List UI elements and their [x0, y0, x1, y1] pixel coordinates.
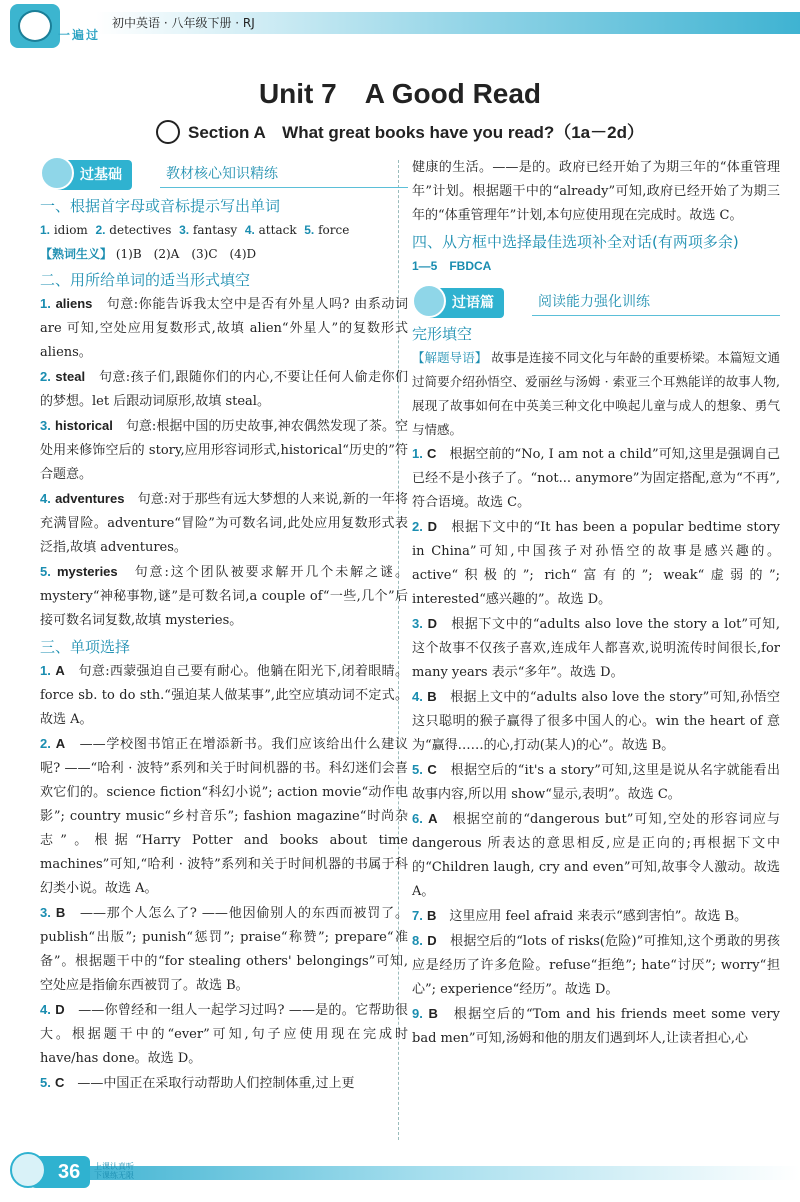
cloud-icon: [412, 284, 446, 318]
logo-text: 一遍过: [58, 28, 101, 42]
cloud-icon: [40, 156, 74, 190]
list-item: 1. A 句意:西蒙强迫自己要有耐心。他躺在阳光下,闭着眼睛。force sb. to do sth.“强迫某人做某事”,此空应填动词不定式。故选 A。: [40, 663, 408, 727]
list-item: 3. historical 句意:根据中国的历史故事,神农偶然发现了茶。空处用来修饰空后的 story,应用形容词形式,historical“历史的”符合题意。: [40, 418, 408, 482]
page-footer: [0, 1150, 800, 1202]
guide-text: 【解题导语】 故事是连接不同文化与年龄的重要桥梁。本篇短文通过简要介绍孙悟空、爱丽丝与汤姆 · 索亚三个耳熟能详的故事人物,展现了故事如何在中英美三种文化中唤起儿童与成人的想象、勇气与情感。: [412, 350, 780, 437]
list-item: 2. D 根据下文中的“It has been a popular bedtime story in China”可知,中国孩子对孙悟空的故事是感兴趣的。active“积极的”; rich“富有的”; weak“虚弱的”; interested“感兴趣的”。故选 D。: [412, 519, 780, 607]
footer-bar: [70, 1166, 800, 1180]
left-column: [40, 156, 408, 1096]
mascot-icon: [10, 1152, 46, 1188]
list-item: 5. C ——中国正在采取行动帮助人们控制体重,过上更: [40, 1075, 355, 1091]
section-heading: 四、从方框中选择最佳选项补全对话(有两项多余): [412, 233, 739, 251]
list-item: 1. aliens 句意:你能告诉我太空中是否有外星人吗? 由系动词 are 可知,空处应用复数形式,故填 alien“外星人”的复数形式 aliens。: [40, 296, 408, 360]
banner-tag: 过基础: [54, 160, 132, 190]
section-text: Section A What great books have you read?（1a－2d）: [188, 123, 644, 142]
list-item: 6. A 根据空前的“dangerous but”可知,空处的形容词应与 dangerous 所表达的意思相反,应是正向的;再根据下文中的“Children laugh, cry and even”可知,故事令人激动。故选 A。: [412, 811, 780, 899]
section-heading: 一、根据首字母或音标提示写出单词: [40, 197, 281, 215]
footer-note: 上课认真听 下课练无限: [94, 1162, 134, 1180]
answer-line: 1—5 FBDCA: [412, 259, 492, 273]
unit-title: Unit 7 A Good Read: [258, 78, 542, 109]
list-item: 1. C 根据空前的“No, I am not a child”可知,这里是强调自己已经不是小孩子了。“not... anymore”为固定搭配,意为“不再”,符合语境。故选 C。: [412, 446, 780, 510]
list-item: 5. mysteries 句意:这个团队被要求解开几个未解之谜。mystery“神秘事物,谜”是可数名词,a couple of“一些,几个”后接可数名词复数,故填 mysteries。: [40, 564, 408, 628]
answer-line-extra: 【熟词生义】 (1)B (2)A (3)C (4)D: [40, 247, 257, 261]
list-item: 9. B 根据空后的“Tom and his friends meet some very bad men”可知,汤姆和他的朋友们遇到坏人,让读者担心,心: [412, 1006, 780, 1046]
list-item: 4. D ——你曾经和一组人一起学习过吗? ——是的。它帮助很大。根据题干中的“ever”可知,句子应使用现在完成时 have/has done。故选 D。: [40, 1002, 408, 1066]
banner-subtitle: 阅读能力强化训练: [538, 294, 650, 310]
list-item: 3. B ——那个人怎么了? ——他因偷别人的东西而被罚了。publish“出版”; punish“惩罚”; praise“称赞”; prepare“准备”。根据题干中的“for stealing others' belongings”可知,空处应是指偷东西被罚了。故选 B。: [40, 905, 408, 993]
banner-tag: 过语篇: [426, 288, 504, 318]
mascot-icon: [18, 10, 52, 42]
section-heading: 二、用所给单词的适当形式填空: [40, 271, 251, 289]
page-header: [0, 0, 800, 46]
list-item: 4. B 根据上文中的“adults also love the story”可知,孙悟空这只聪明的猴子赢得了很多中国人的心。win the heart of 意为“赢得……的心,打动(某人)的心”。故选 B。: [412, 689, 780, 753]
banner-subtitle: 教材核心知识精练: [166, 166, 278, 182]
page-number: 36: [30, 1156, 90, 1188]
continued-text: 健康的生活。——是的。政府已经开始了为期三年的“体重管理年”计划。根据题干中的“already”可知,政府已经开始了为期三年的“体重管理年”计划,本句应使用现在完成时。故选 C。: [412, 160, 780, 223]
list-item: 8. D 根据空后的“lots of risks(危险)”可推知,这个勇敢的男孩应是经历了许多危险。refuse“拒绝”; hate“讨厌”; worry“担心”; experience“经历”。故选 D。: [412, 933, 780, 997]
list-item: 3. D 根据下文中的“adults also love the story a lot”可知,这个故事不仅孩子喜欢,连成年人都喜欢,说明流传时间很长,for many years 表示“多年”。故选 D。: [412, 616, 780, 680]
cloze-heading: 完形填空: [412, 325, 473, 343]
list-item: 2. A ——学校图书馆正在增添新书。我们应该给出什么建议呢? ——“哈利 · 波特”系列和关于时间机器的书。科幻迷们会喜欢它们的。science fiction“科幻小说”; action movie“动作电影”; country music“乡村音乐”; fashion magazine“时尚杂志”。根据“Harry Potter and books about time machines”可知,“哈利 · 波特”系列和关于时间机器的书属于科幻类小说。故选 A。: [40, 736, 408, 896]
banner-line: [160, 187, 408, 188]
list-item: 2. steal 句意:孩子们,跟随你们的内心,不要让任何人偷走你们的梦想。let 后跟动词原形,故填 steal。: [40, 369, 408, 409]
banner-line: [532, 315, 780, 316]
book-info: 初中英语 · 八年级下册 · RJ: [112, 16, 255, 30]
banner-reading: [412, 284, 780, 318]
banner-basics: [40, 156, 408, 190]
section-title: [0, 118, 800, 146]
list-item: 4. adventures 句意:对于那些有远大梦想的人来说,新的一年将充满冒险。adventure“冒险”为可数名词,此处应用复数形式表泛指,故填 adventures。: [40, 491, 408, 555]
section-heading: 三、单项选择: [40, 638, 131, 656]
section-icon: [156, 120, 180, 144]
answer-line: 1. idiom 2. detectives 3. fantasy 4. attack 5. force: [40, 223, 350, 237]
list-item: 7. B 这里应用 feel afraid 来表示“感到害怕”。故选 B。: [412, 908, 748, 924]
list-item: 5. C 根据空后的“it's a story”可知,这里是说从名字就能看出故事内容,所以用 show“显示,表明”。故选 C。: [412, 762, 780, 802]
right-column: [412, 156, 780, 1051]
